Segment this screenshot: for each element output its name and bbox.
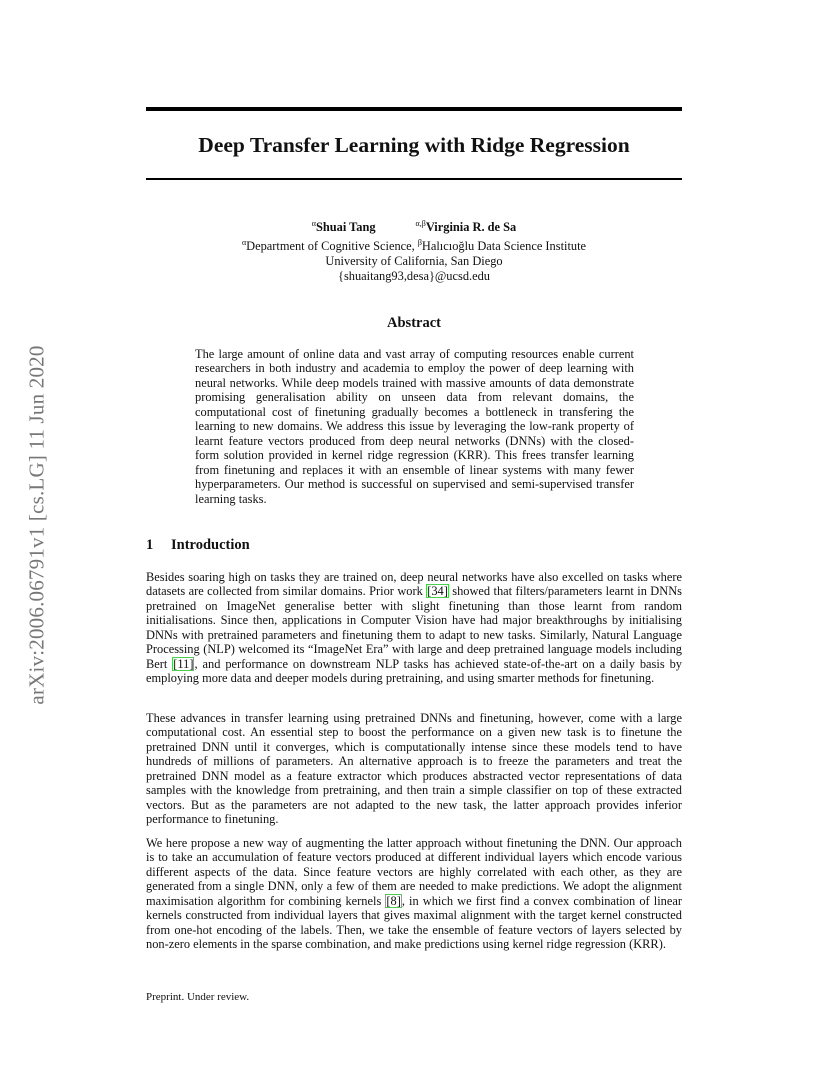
paper-title: Deep Transfer Learning with Ridge Regression — [198, 133, 630, 157]
para3-text-a: We here propose a new way of augmenting the latter approach without finetuning the DNN. Our approach is to take an accumulation of feature vectors produced at different individual layers which encode various different aspects of the data. Since feature vectors are highly correlated with each other, as they are generated from a single DNN, only a few of them are needed to make predictions. We adopt the alignment maximisation algorithm for combining kernels — [146, 836, 682, 908]
author-shuai-tang — [312, 216, 376, 235]
para1-text-b: showed that filters/parameters learnt in DNNs pretrained on ImageNet generalise better with slight finetuning than those learnt from random initialisations. Since then, applications in Computer Vision have had major breakthroughs by initialising DNNs with pretrained parameters and finetuning them to adapt to new tasks. Similarly, Natural Language Processing (NLP) welcomed its “ImageNet Era” with large and deep pretrained language models including Bert — [146, 584, 682, 671]
section-heading-introduction — [146, 537, 250, 554]
affiliation-mark-b: β — [417, 238, 422, 247]
affiliation-line — [146, 235, 682, 254]
abstract-text: The large amount of online data and vast array of computing resources enable current researchers in both industry and academia to employ the power of deep learning with neural networks. While deep models trained with massive amounts of data demonstrate promising generalisation ability on unseen data from relevant domains, the computational cost of finetuning gradually becomes a bottleneck in transfering the learning to new domains. We address this issue by leveraging the low-rank property of learnt feature vectors produced from deep neural networks (DNNs) with the closed-form solution provided in kernel ridge regression (KRR). This frees transfer learning from finetuning and replaces it with an ensemble of linear systems with many fewer hyperparameters. Our method is successful on supervised and semi-supervised transfer learning tasks. — [195, 347, 634, 506]
author-names — [146, 216, 682, 235]
citation-link-11[interactable]: [11] — [173, 656, 194, 671]
abstract-heading: Abstract — [387, 315, 441, 331]
citation-link-8[interactable]: [8] — [386, 893, 401, 908]
university-line: University of California, San Diego — [325, 254, 503, 268]
author1-mark: α — [311, 219, 316, 228]
citation-link-34[interactable]: [34] — [427, 584, 448, 599]
intro-paragraph-2: These advances in transfer learning using pretrained DNNs and finetuning, however, come with a large computational cost. An essential step to boost the performance on a given new task is to finetune the pretrained DNN until it converges, which is computationally intense since these models tend to have hundreds of millions of parameters. An alternative approach is to freeze the parameters and treat the pretrained DNN model as a feature extractor which produces abstracted vector representations of data samples with the knowledge from pretraining, and then train a simple classifier on top of these extracted vectors. But as the parameters are not adapted to the new task, the latter approach provides inferior performance to finetuning. — [146, 711, 682, 827]
section-number: 1 — [146, 537, 154, 553]
para1-text-c: , and performance on downstream NLP tasks has achieved state-of-the-art on a daily basis by employing more data and deeper models during pretraining, and using smarter methods for finetuning. — [146, 656, 682, 686]
affiliation-dept-b: Halıcıoğlu Data Science Institute — [421, 239, 587, 253]
intro-paragraph-3 — [146, 836, 682, 952]
author-block — [146, 216, 682, 284]
author1-name: Shuai Tang — [315, 220, 376, 234]
author2-name: Virginia R. de Sa — [425, 220, 517, 234]
affiliation-mark-a: α — [241, 238, 247, 247]
para3-text-b: , in which we first find a convex combination of linear kernels constructed from individual layers that gives maximal alignment with the target kernel constructed from one-hot encoding of the labels. Then, we take the ensemble of feature vectors of layers selected by non-zero elements in the sparse combination, and make predictions using kernel ridge regression (KRR). — [146, 893, 682, 952]
preprint-footer: Preprint. Under review. — [146, 991, 250, 1003]
title-rule-top — [146, 107, 682, 111]
intro-paragraph-1 — [146, 570, 682, 686]
author-virginia-de-sa — [416, 216, 517, 235]
author2-mark: α,β — [415, 219, 426, 228]
arxiv-identifier-stamp: arXiv:2006.06791v1 [cs.LG] 11 Jun 2020 — [24, 345, 49, 705]
section-title: Introduction — [171, 537, 250, 553]
affiliation-dept-a: Department of Cognitive Science, — [246, 239, 418, 253]
email-line: {shuaitang93,desa}@ucsd.edu — [338, 269, 490, 283]
title-rule-bottom — [146, 178, 682, 180]
para1-text-a: Besides soaring high on tasks they are trained on, deep neural networks have also excelled on tasks where datasets are collected from similar domains. Prior work — [146, 570, 682, 599]
